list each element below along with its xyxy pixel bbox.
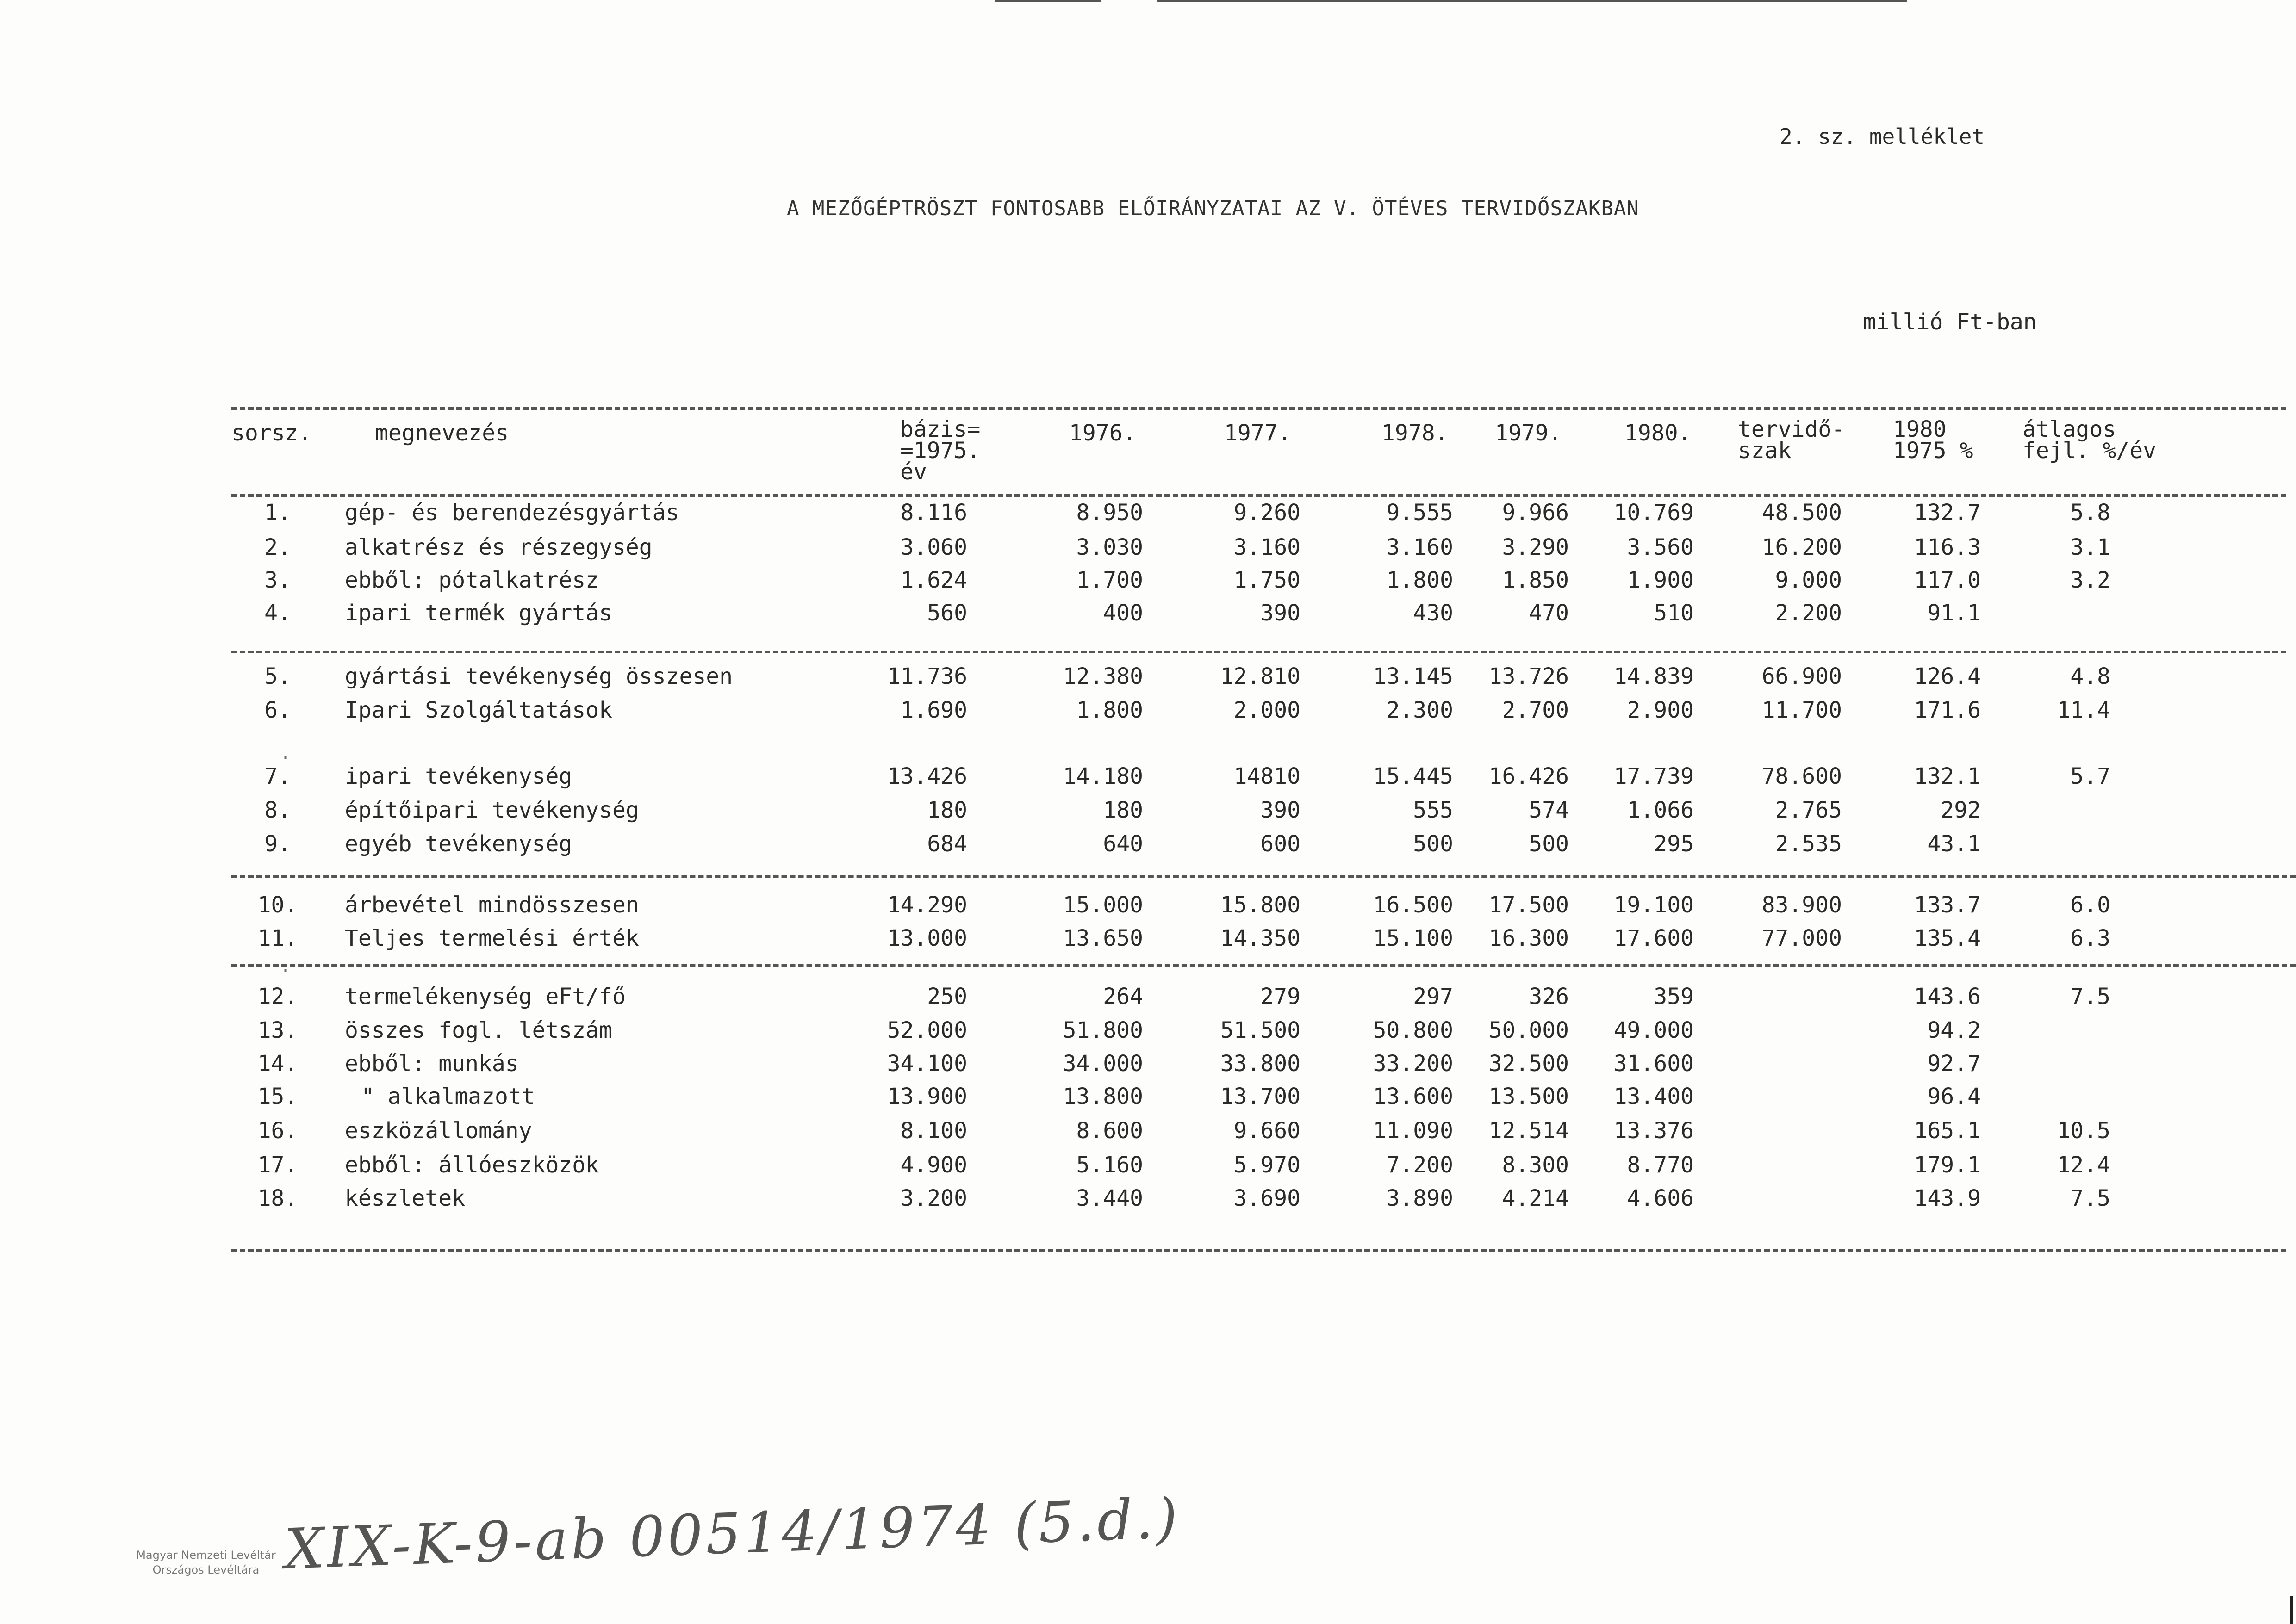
cell-base: 3.060 [900,534,967,560]
cell-no: 16. [257,1118,298,1144]
cell-avg: 3.2 [2070,567,2110,593]
cell-1980: 1.066 [1627,797,1694,823]
cell-1979: 574 [1529,797,1569,823]
cell-1976: 400 [1103,600,1143,626]
cell-1979: 8.300 [1502,1152,1569,1178]
cell-1977: 14.350 [1220,925,1300,951]
cell-1979: 50.000 [1488,1017,1569,1043]
cell-period: 66.900 [1761,663,1842,689]
cell-1980: 4.606 [1627,1185,1694,1211]
cell-ratio: 96.4 [1927,1084,1981,1110]
edge-mark [2290,1596,2293,1624]
cell-1977: 33.800 [1220,1051,1300,1077]
cell-avg: 6.0 [2070,892,2110,918]
cell-1976: 3.440 [1076,1185,1143,1211]
cell-1978: 33.200 [1373,1051,1453,1077]
cell-1976: 264 [1103,984,1143,1010]
cell-no: 15. [257,1084,298,1110]
cell-name: gyártási tevékenység összesen [345,663,733,689]
cell-1976: 180 [1103,797,1143,823]
cell-no: 18. [257,1185,298,1211]
cell-1977: 9.260 [1233,500,1300,526]
cell-1977: 2.000 [1233,697,1300,723]
cell-name: termelékenység eFt/fő [345,984,626,1010]
cell-1978: 1.800 [1386,567,1453,593]
cell-name: árbevétel mindösszesen [345,892,639,918]
cell-1976: 5.160 [1076,1152,1143,1178]
cell-base: 52.000 [887,1017,967,1043]
cell-base: 13.426 [887,763,967,789]
cell-avg: 4.8 [2070,663,2110,689]
cell-ratio: 165.1 [1914,1118,1981,1144]
cell-1979: 16.426 [1488,763,1569,789]
cell-period: 9.000 [1775,567,1842,593]
cell-1979: 4.214 [1502,1185,1569,1211]
cell-1978: 2.300 [1386,697,1453,723]
header-period: tervidő- szak [1738,416,1845,464]
cell-1977: 390 [1260,600,1300,626]
cell-ratio: 94.2 [1927,1017,1981,1043]
cell-no: 13. [257,1017,298,1043]
cell-base: 8.116 [900,500,967,526]
cell-ratio: 292 [1941,797,1981,823]
cell-1978: 430 [1413,600,1453,626]
cell-avg: 10.5 [2057,1118,2110,1144]
cell-1977: 5.970 [1233,1152,1300,1178]
cell-1977: 12.810 [1220,663,1300,689]
cell-1980: 49.000 [1613,1017,1694,1043]
cell-no: 1. [264,500,291,526]
cell-avg: 3.1 [2070,534,2110,560]
header-1976: 1976. [1069,420,1136,446]
cell-1980: 13.400 [1613,1084,1694,1110]
cell-period: 83.900 [1761,892,1842,918]
cell-period: 11.700 [1761,697,1842,723]
cell-1977: 13.700 [1220,1084,1300,1110]
cell-name: ebből: állóeszközök [345,1152,599,1178]
cell-ratio: 179.1 [1914,1152,1981,1178]
cell-1979: 9.966 [1502,500,1569,526]
cell-1977: 279 [1260,984,1300,1010]
cell-avg: 5.8 [2070,500,2110,526]
header-no: sorsz. [231,420,312,446]
top-edge-line [1157,0,1907,2]
cell-1978: 11.090 [1373,1118,1453,1144]
cell-1977: 15.800 [1220,892,1300,918]
cell-name: eszközállomány [345,1118,532,1144]
cell-avg: 11.4 [2057,697,2110,723]
cell-1978: 15.445 [1373,763,1453,789]
cell-period: 78.600 [1761,763,1842,789]
cell-1977: 9.660 [1233,1118,1300,1144]
cell-base: 8.100 [900,1118,967,1144]
cell-avg: 5.7 [2070,763,2110,789]
cell-no: 17. [257,1152,298,1178]
cell-base: 13.900 [887,1084,967,1110]
cell-1978: 297 [1413,984,1453,1010]
cell-1980: 8.770 [1627,1152,1694,1178]
annex-label: 2. sz. melléklet [1780,124,1985,149]
cell-1976: 8.950 [1076,500,1143,526]
cell-ratio: 43.1 [1927,831,1981,857]
table-rule-bottom [231,1249,2286,1252]
cell-base: 14.290 [887,892,967,918]
cell-1979: 13.726 [1488,663,1569,689]
cell-no: 3. [264,567,291,593]
cell-base: 180 [927,797,967,823]
header-1979: 1979. [1495,420,1562,446]
cell-1976: 13.800 [1063,1084,1143,1110]
document-title: A MEZŐGÉPTRÖSZT FONTOSABB ELŐIRÁNYZATAI AZ V. ÖTÉVES TERVIDŐSZAKBAN [787,197,1639,220]
cell-1980: 14.839 [1613,663,1694,689]
cell-1980: 510 [1654,600,1694,626]
cell-ratio: 116.3 [1914,534,1981,560]
cell-1979: 1.850 [1502,567,1569,593]
cell-1979: 500 [1529,831,1569,857]
cell-1979: 13.500 [1488,1084,1569,1110]
cell-1976: 34.000 [1063,1051,1143,1077]
cell-1980: 359 [1654,984,1694,1010]
cell-base: 1.690 [900,697,967,723]
cell-period: 2.765 [1775,797,1842,823]
cell-name: ebből: munkás [345,1051,519,1077]
cell-no: 7. [264,763,291,789]
cell-1978: 500 [1413,831,1453,857]
cell-period: 2.535 [1775,831,1842,857]
cell-name: gép- és berendezésgyártás [345,500,679,526]
cell-name: építőipari tevékenység [345,797,639,823]
cell-1979: 326 [1529,984,1569,1010]
cell-1978: 50.800 [1373,1017,1453,1043]
cell-1978: 13.145 [1373,663,1453,689]
cell-no: 6. [264,697,291,723]
cell-1980: 13.376 [1613,1118,1694,1144]
cell-period: 2.200 [1775,600,1842,626]
cell-name: ipari termék gyártás [345,600,612,626]
cell-1977: 3.160 [1233,534,1300,560]
cell-name: ebből: pótalkatrész [345,567,599,593]
cell-1976: 15.000 [1063,892,1143,918]
cell-1979: 3.290 [1502,534,1569,560]
cell-no: 10. [257,892,298,918]
cell-avg: 7.5 [2070,984,2110,1010]
cell-name: Teljes termelési érték [345,925,639,951]
cell-no: 9. [264,831,291,857]
cell-1978: 3.160 [1386,534,1453,560]
top-edge-line [995,0,1101,2]
cell-1976: 8.600 [1076,1118,1143,1144]
header-avg: átlagos fejl. %/év [2022,416,2156,464]
cell-1978: 9.555 [1386,500,1453,526]
header-base: bázis= =1975. év [900,416,981,485]
cell-1976: 13.650 [1063,925,1143,951]
stray-dot: · [280,960,292,981]
cell-period: 16.200 [1761,534,1842,560]
cell-ratio: 132.7 [1914,500,1981,526]
cell-base: 560 [927,600,967,626]
cell-no: 8. [264,797,291,823]
cell-name: ipari tevékenység [345,763,572,789]
cell-1977: 390 [1260,797,1300,823]
cell-base: 684 [927,831,967,857]
cell-no: 11. [257,925,298,951]
cell-1979: 470 [1529,600,1569,626]
cell-ratio: 143.9 [1914,1185,1981,1211]
cell-1978: 7.200 [1386,1152,1453,1178]
table-rule-header [231,494,2286,497]
cell-base: 4.900 [900,1152,967,1178]
cell-ratio: 135.4 [1914,925,1981,951]
cell-1979: 2.700 [1502,697,1569,723]
cell-1980: 1.900 [1627,567,1694,593]
cell-1978: 3.890 [1386,1185,1453,1211]
cell-1980: 295 [1654,831,1694,857]
cell-1980: 17.739 [1613,763,1694,789]
header-1978: 1978. [1381,420,1449,446]
header-1980: 1980. [1624,420,1692,446]
cell-1977: 1.750 [1233,567,1300,593]
cell-period: 77.000 [1761,925,1842,951]
cell-ratio: 92.7 [1927,1051,1981,1077]
cell-name: Ipari Szolgáltatások [345,697,612,723]
cell-1976: 14.180 [1063,763,1143,789]
cell-1976: 1.800 [1076,697,1143,723]
cell-name: összes fogl. létszám [345,1017,612,1043]
table-rule [231,964,2296,967]
handwritten-reference: XIX-K-9-ab 00514/1974 (5.d.) [283,1486,1182,1582]
cell-1980: 31.600 [1613,1051,1694,1077]
cell-no: 14. [257,1051,298,1077]
cell-1978: 555 [1413,797,1453,823]
cell-1980: 3.560 [1627,534,1694,560]
cell-1976: 3.030 [1076,534,1143,560]
cell-1980: 19.100 [1613,892,1694,918]
table-rule-top [231,407,2286,410]
cell-1977: 14810 [1233,763,1300,789]
cell-1979: 32.500 [1488,1051,1569,1077]
archive-stamp: Magyar Nemzeti Levéltár Országos Levéltára [136,1549,276,1576]
cell-base: 13.000 [887,925,967,951]
cell-name: egyéb tevékenység [345,831,572,857]
cell-name: készletek [345,1185,466,1211]
cell-1980: 10.769 [1613,500,1694,526]
cell-no: 4. [264,600,291,626]
cell-ratio: 91.1 [1927,600,1981,626]
cell-1976: 12.380 [1063,663,1143,689]
header-name: megnevezés [375,420,509,446]
table-rule [231,651,2286,653]
cell-1980: 2.900 [1627,697,1694,723]
cell-1976: 1.700 [1076,567,1143,593]
unit-label: millió Ft-ban [1863,309,2037,335]
cell-1976: 51.800 [1063,1017,1143,1043]
cell-1978: 16.500 [1373,892,1453,918]
cell-ratio: 117.0 [1914,567,1981,593]
header-1977: 1977. [1224,420,1291,446]
cell-name: " alkalmazott [361,1084,535,1110]
cell-1979: 16.300 [1488,925,1569,951]
cell-base: 11.736 [887,663,967,689]
header-ratio: 1980 1975 % [1893,416,1973,464]
cell-1977: 600 [1260,831,1300,857]
table-rule [231,875,2296,878]
cell-no: 12. [257,984,298,1010]
cell-ratio: 143.6 [1914,984,1981,1010]
cell-1979: 17.500 [1488,892,1569,918]
cell-avg: 12.4 [2057,1152,2110,1178]
cell-avg: 6.3 [2070,925,2110,951]
cell-1980: 17.600 [1613,925,1694,951]
stray-dot: · [280,747,292,769]
cell-ratio: 171.6 [1914,697,1981,723]
cell-ratio: 126.4 [1914,663,1981,689]
cell-base: 250 [927,984,967,1010]
cell-period: 48.500 [1761,500,1842,526]
cell-base: 34.100 [887,1051,967,1077]
cell-1977: 3.690 [1233,1185,1300,1211]
cell-base: 3.200 [900,1185,967,1211]
cell-1978: 15.100 [1373,925,1453,951]
cell-base: 1.624 [900,567,967,593]
cell-1978: 13.600 [1373,1084,1453,1110]
cell-ratio: 133.7 [1914,892,1981,918]
cell-1976: 640 [1103,831,1143,857]
cell-name: alkatrész és részegység [345,534,653,560]
cell-avg: 7.5 [2070,1185,2110,1211]
cell-1979: 12.514 [1488,1118,1569,1144]
cell-no: 2. [264,534,291,560]
cell-ratio: 132.1 [1914,763,1981,789]
cell-1977: 51.500 [1220,1017,1300,1043]
cell-no: 5. [264,663,291,689]
